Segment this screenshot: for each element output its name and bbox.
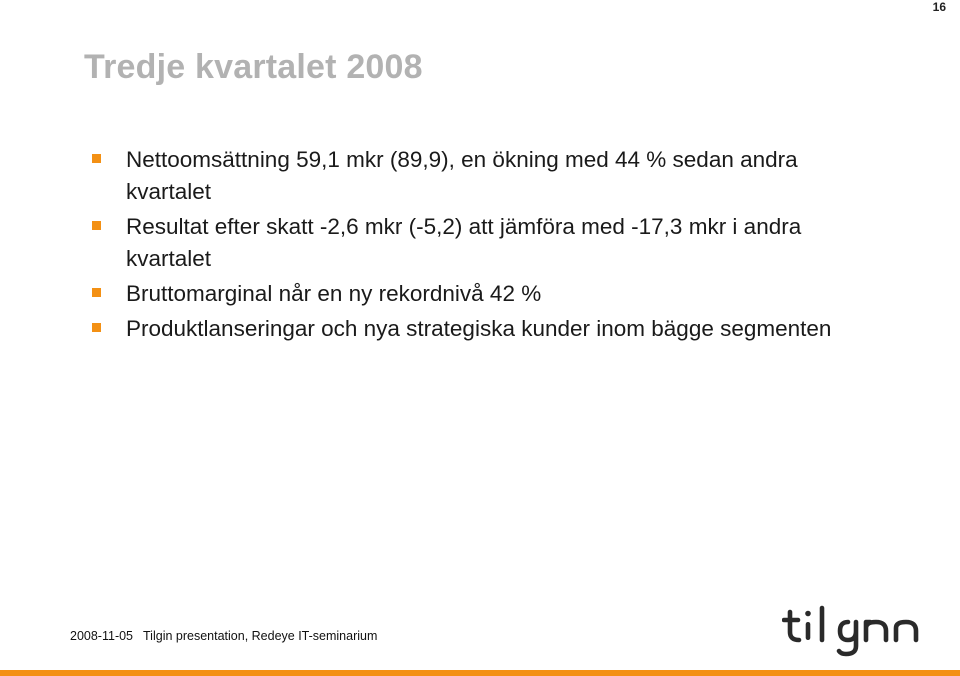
logo-letter-i-stem [806,622,811,640]
bullet-text: Nettoomsättning 59,1 mkr (89,9), en ökning med 44 % sedan andra kvartalet [126,147,798,204]
slide-title: Tredje kvartalet 2008 [84,48,423,86]
bullet-list [88,144,888,348]
footer-date: 2008-11-05 [70,629,134,643]
bottom-accent-bar [0,670,960,676]
footer-caption: Tilgin presentation, Redeye IT-seminarium [143,629,378,643]
square-bullet-icon [92,323,101,332]
logo-letter-i-dot [805,611,811,617]
bullet-text: Resultat efter skatt -2,6 mkr (-5,2) att jämföra med -17,3 mkr i andra kvartalet [126,214,802,271]
logo-letter-n2 [896,622,916,640]
square-bullet-icon [92,221,101,230]
list-item [88,313,888,345]
bullet-text: Bruttomarginal når en ny rekordnivå 42 % [126,281,542,306]
slide-number: 16 [932,0,946,14]
square-bullet-icon [92,154,101,163]
square-bullet-icon [92,288,101,297]
tilgin-logo [782,598,924,658]
list-item [88,211,888,275]
list-item [88,144,888,208]
list-item [88,278,888,310]
logo-letter-n [866,622,886,640]
footer [70,629,377,643]
logo-letter-g [839,622,856,654]
bullet-text: Produktlanseringar och nya strategiska kunder inom bägge segmenten [126,316,832,341]
logo-letter-t [790,612,799,640]
